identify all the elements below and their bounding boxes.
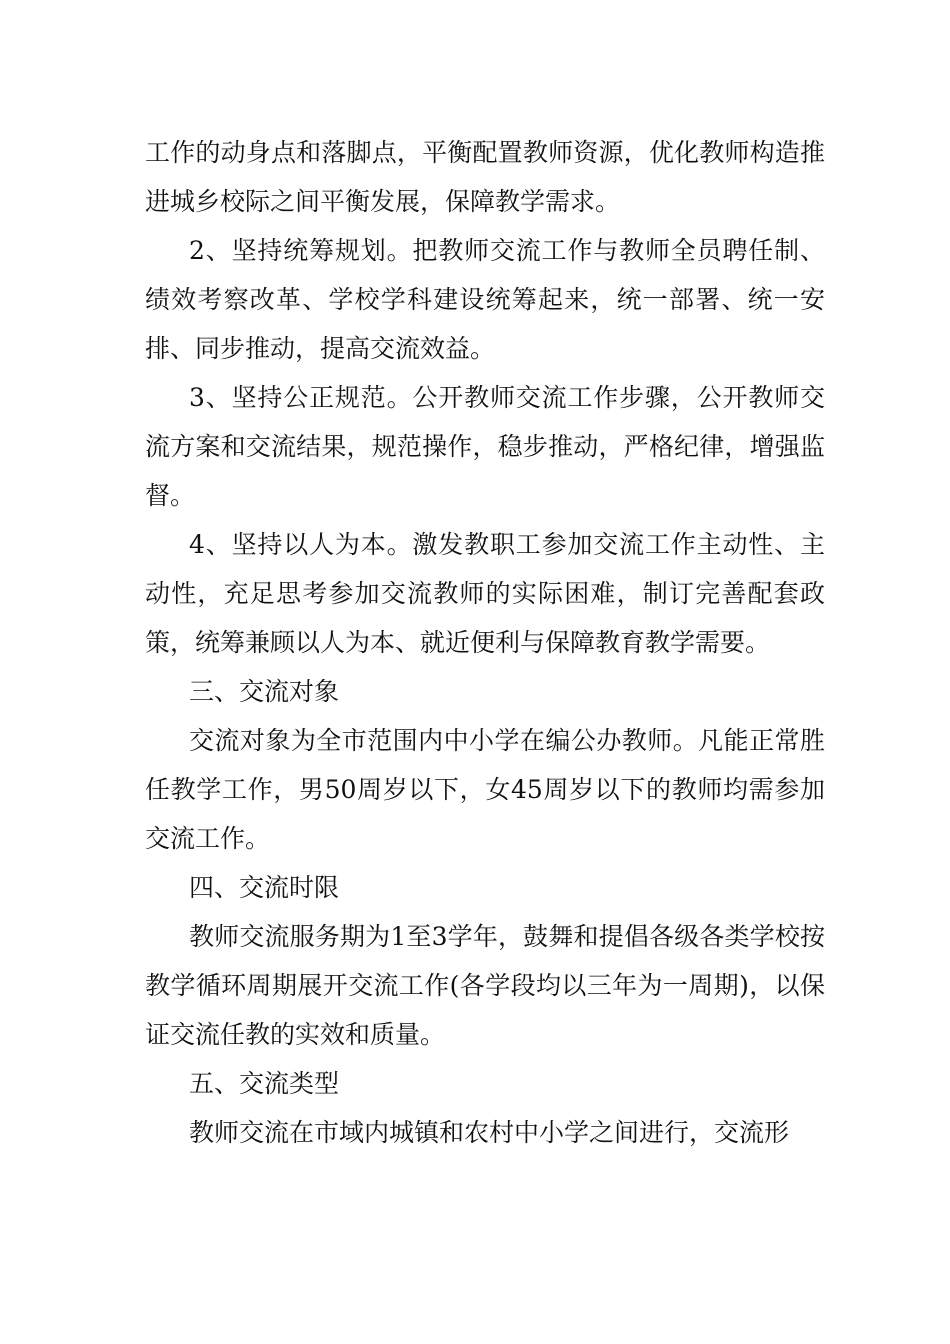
section-heading-exchange-types: 五、交流类型 [189, 1069, 340, 1098]
paragraph-exchange-period: 教师交流服务期为1至3学年，鼓舞和提倡各级各类学校按教学循环周期展开交流工作(各学段均以三年为一周期)，以保证交流任教的实效和质量。 [145, 922, 825, 1049]
section-heading-exchange-targets: 三、交流对象 [189, 677, 340, 706]
document-body [145, 128, 825, 1157]
paragraph-principle-2: 2、坚持统筹规划。把教师交流工作与教师全员聘任制、绩效考察改革、学校学科建设统筹起来，统一部署、统一安排、同步推动，提高交流效益。 [145, 236, 825, 363]
section-heading-exchange-period: 四、交流时限 [189, 873, 340, 902]
paragraph-principle-4: 4、坚持以人为本。激发教职工参加交流工作主动性、主动性，充足思考参加交流教师的实际困难，制订完善配套政策，统筹兼顾以人为本、就近便利与保障教育教学需要。 [145, 530, 825, 657]
paragraph-continuation: 工作的动身点和落脚点，平衡配置教师资源，优化教师构造推进城乡校际之间平衡发展，保障教学需求。 [145, 138, 825, 216]
paragraph-exchange-targets: 交流对象为全市范围内中小学在编公办教师。凡能正常胜任教学工作，男50周岁以下，女45周岁以下的教师均需参加交流工作。 [145, 726, 825, 853]
paragraph-principle-3: 3、坚持公正规范。公开教师交流工作步骤，公开教师交流方案和交流结果，规范操作，稳步推动，严格纪律，增强监督。 [145, 383, 825, 510]
paragraph-exchange-types: 教师交流在市域内城镇和农村中小学之间进行，交流形 [189, 1118, 790, 1147]
